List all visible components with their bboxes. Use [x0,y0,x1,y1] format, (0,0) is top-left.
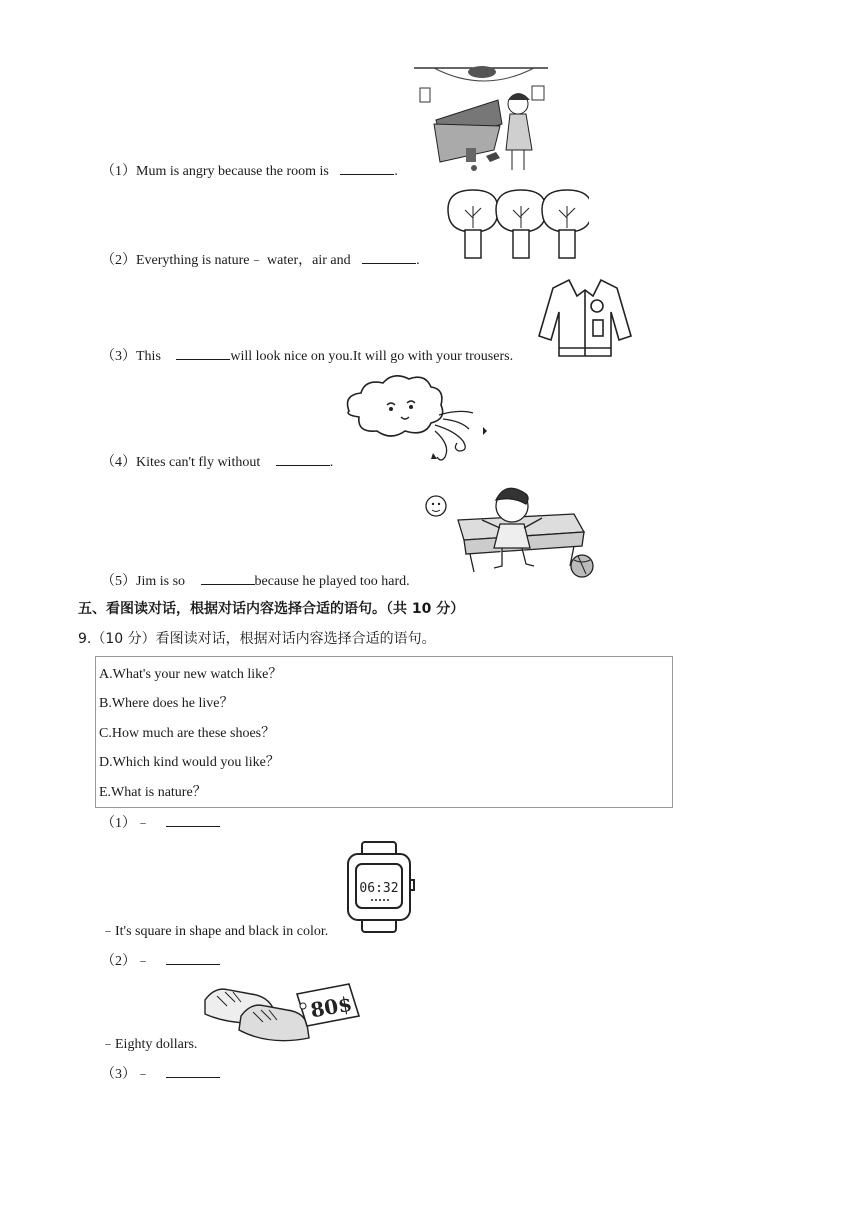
question-text: （1）Mum is angry because the room is [101,164,329,179]
wind-cloud-picture [343,375,489,467]
answer-blank[interactable] [166,812,220,827]
watch-display: 06:32 [359,881,399,896]
answer-blank[interactable] [166,950,220,965]
question-text: （5）Jim is so [101,574,186,589]
option-d: D.Which kind would you like？ [99,755,280,770]
answer-blank[interactable] [340,160,394,175]
section-heading: 五、看图读对话，根据对话内容选择合适的语句。（共 10 分） [78,601,465,617]
question-suffix: will look nice on you.It will go with your trousers. [230,349,514,364]
question-suffix: . [329,455,334,470]
question-suffix: . [394,164,398,179]
question-suffix: because he played too hard. [254,574,410,589]
answer-blank[interactable] [362,249,416,264]
dialogue-question: （3）﹣ [101,1067,150,1082]
answer-blank[interactable] [166,1063,220,1078]
shoes-price-picture [201,976,365,1048]
answer-blank[interactable] [276,451,330,466]
options-box [95,656,673,808]
messy-room-picture [414,64,548,172]
option-e: E.What is nature？ [99,785,207,800]
dialogue-answer: ﹣It's square in shape and black in color. [101,924,329,939]
answer-blank[interactable] [176,345,230,360]
tired-boy-picture [424,480,600,578]
price-tag: 80$ [308,991,354,1023]
dialogue-question: （1）﹣ [101,816,150,831]
question-text: （4）Kites can't fly without [101,455,261,470]
option-b: B.Where does he live？ [99,696,234,711]
dialogue-question: （2）﹣ [101,954,150,969]
watch-picture [342,840,416,934]
jacket-picture [537,276,633,360]
answer-blank[interactable] [201,570,255,585]
dialogue-answer: ﹣Eighty dollars. [101,1037,198,1052]
question-text: （3）This [101,349,161,364]
question-text: （2）Everything is nature﹣ water，air and [101,253,351,268]
question-title: 9.（10 分）看图读对话，根据对话内容选择合适的语句。 [78,631,436,647]
trees-picture [443,188,589,260]
option-a: A.What's your new watch like？ [99,667,283,682]
question-suffix: . [416,253,420,268]
option-c: C.How much are these shoes？ [99,726,276,741]
